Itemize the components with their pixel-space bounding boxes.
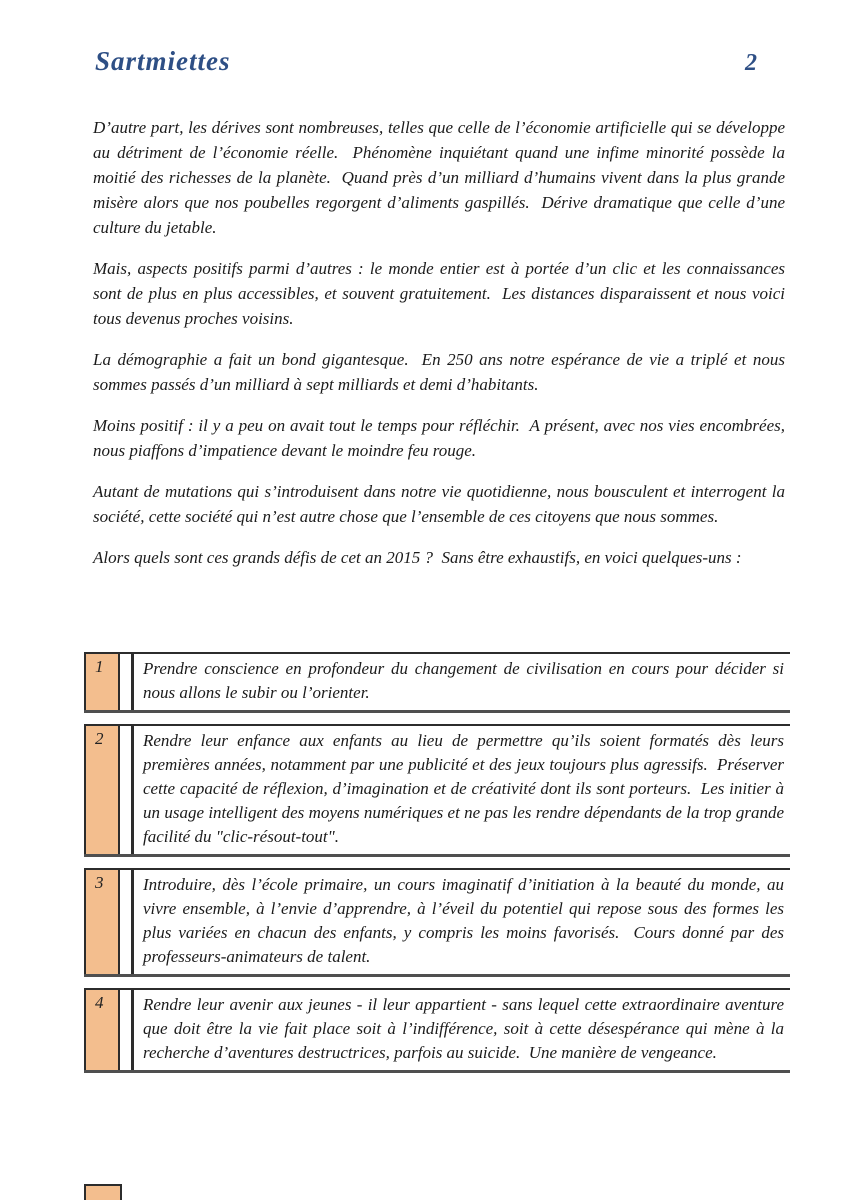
- item-text: Rendre leur enfance aux enfants au lieu de permettre qu’ils soient formatés dès leurs premières années, notamment par une publicité et des jeux toujours plus agressifs. Préserver cette capacité de réflexion, d’imagination et de créativité dont ils sont porteurs. Les initier à un usage intelligent des moyens numériques et ne pas les rendre dépendants de la trop grande facilité du "clic-résout-tout".: [131, 726, 790, 854]
- item-gap: [120, 870, 131, 974]
- item-number-cell: 2: [84, 726, 120, 854]
- item-number-cell: 1: [84, 654, 120, 710]
- body-paragraph: Moins positif : il y a peu on avait tout le temps pour réfléchir. A présent, avec nos vies encombrées, nous piaffons d’impatience devant le moindre feu rouge.: [93, 416, 790, 460]
- page-header: [95, 46, 757, 77]
- list-item: [84, 652, 790, 713]
- item-text: Rendre leur avenir aux jeunes - il leur appartient - sans lequel cette extraordinaire aventure que doit être la vie fait place soit à l’indifférence, soit à cette désespérance qui mène à la recherche d’aventures destructrices, parfois au suicide. Une manière de vengeance.: [131, 990, 790, 1070]
- item-gap: [120, 654, 131, 710]
- item-number-cell: 4: [84, 990, 120, 1070]
- body-paragraph: Autant de mutations qui s’introduisent dans notre vie quotidienne, nous bousculent et interrogent la société, cette société qui n’est autre chose que l’ensemble de ces citoyens que nous sommes.: [93, 482, 790, 526]
- item-gap: [120, 990, 131, 1070]
- numbered-list: [84, 652, 790, 1084]
- item-text: Prendre conscience en profondeur du changement de civilisation en cours pour décider si nous allons le subir ou l’orienter.: [131, 654, 790, 710]
- item-gap: [120, 726, 131, 854]
- body-paragraph: La démographie a fait un bond gigantesque. En 250 ans notre espérance de vie a triplé et nous sommes passés d’un milliard à sept milliards et demi d’habitants.: [93, 350, 790, 394]
- header-title: Sartmiettes: [95, 46, 231, 76]
- body-paragraph: Alors quels sont ces grands défis de cet an 2015 ? Sans être exhaustifs, en voici quelques-uns :: [93, 548, 742, 567]
- item-text: Introduire, dès l’école primaire, un cours imaginatif d’initiation à la beauté du monde, au vivre ensemble, à l’envie d’apprendre, à l’éveil du potentiel qui repose sous des formes les plus variées en chacun des enfants, y compris les moins favorisés. Cours donné par des professeurs-animateurs de talent.: [131, 870, 790, 974]
- body-text: [93, 115, 790, 586]
- page-number: 2: [745, 50, 757, 76]
- next-item-partial-cell: [84, 1184, 122, 1200]
- list-item: [84, 988, 790, 1073]
- body-paragraph: Mais, aspects positifs parmi d’autres : le monde entier est à portée d’un clic et les connaissances sont de plus en plus accessibles, et souvent gratuitement. Les distances disparaissent et nous voici tous devenus proches voisins.: [93, 259, 790, 328]
- list-item: [84, 724, 790, 857]
- item-number-cell: 3: [84, 870, 120, 974]
- body-paragraph: D’autre part, les dérives sont nombreuses, telles que celle de l’économie artificielle qui se développe au détriment de l’économie réelle. Phénomène inquiétant quand une infime minorité possède la moitié des richesses de la planète. Quand près d’un milliard d’humains vivent dans la plus grande misère alors que nos poubelles regorgent d’aliments gaspillés. Dérive dramatique que celle d’une culture du jetable.: [93, 118, 790, 237]
- list-item: [84, 868, 790, 977]
